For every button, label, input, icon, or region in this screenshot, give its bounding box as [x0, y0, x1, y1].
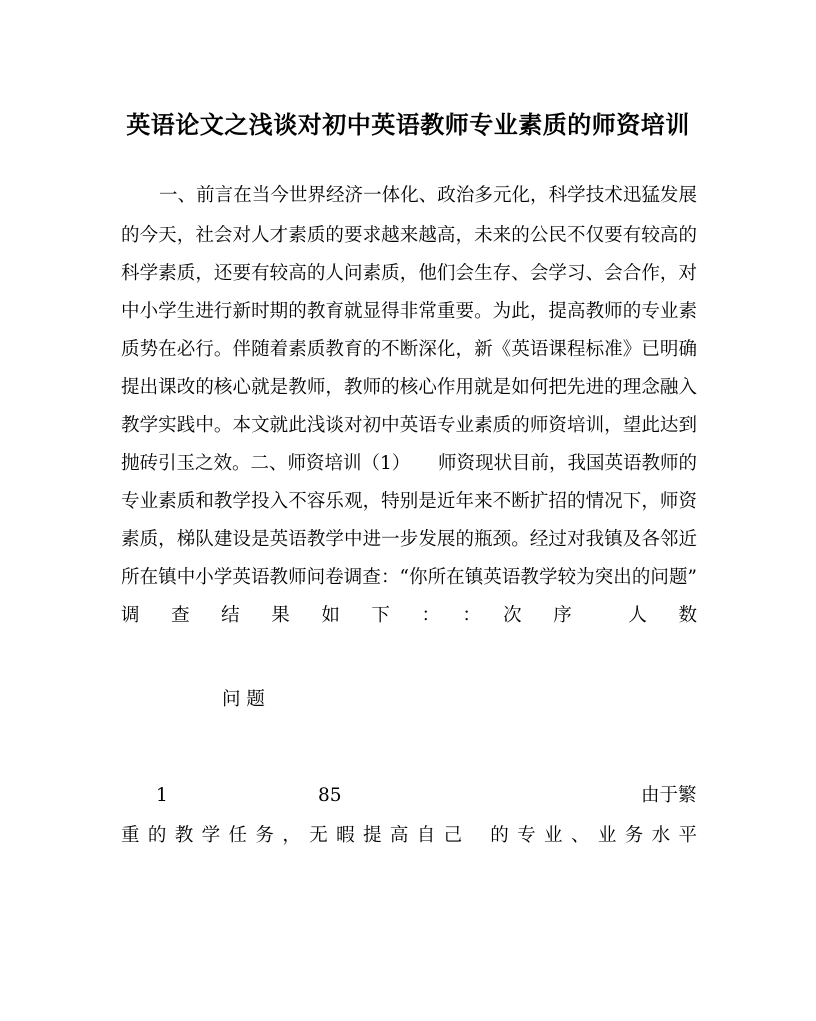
paragraph-line: 素质，梯队建设是英语教学中进一步发展的瓶颈。经过对我镇及各邻近	[121, 529, 697, 550]
document-title: 英语论文之浅谈对初中英语教师专业素质的师资培训	[126, 110, 690, 139]
paragraph-line: 所在镇中小学英语教师问卷调查：“你所在镇英语教学较为突出的问题”	[121, 567, 697, 588]
paragraph-line: 调 查 结 果 如 下 ： ： 次 序 人 数	[121, 605, 697, 626]
table-cell-issue-continued: 重 的 教 学 任 务 ， 无 暇 提 高 自 己 的 专 业 、 业 务 水 平	[121, 825, 697, 846]
table-cell-count: 85	[318, 785, 342, 806]
paragraph-line: 科学素质，还要有较高的人问素质，他们会生存、会学习、会合作，对	[121, 263, 697, 284]
paragraph-line: 抛砖引玉之效。二、师资培训（1） 师资现状目前，我国英语教师的	[121, 453, 698, 474]
paragraph-line: 教学实践中。本文就此浅谈对初中英语专业素质的师资培训，望此达到	[121, 415, 697, 436]
paragraph-line: 提出课改的核心就是教师，教师的核心作用就是如何把先进的理念融入	[121, 377, 697, 398]
table-cell-order: 1	[156, 785, 168, 806]
table-cell-issue: 由于繁	[641, 785, 697, 806]
paragraph-line: 的今天，社会对人才素质的要求越来越高，未来的公民不仅要有较高的	[121, 225, 697, 246]
paragraph-line: 中小学生进行新时期的教育就显得非常重要。为此，提高教师的专业素	[121, 301, 697, 322]
paragraph-line: 质势在必行。伴随着素质教育的不断深化，新《英语课程标准》已明确	[121, 339, 697, 360]
paragraph-line: 专业素质和教学投入不容乐观，特别是近年来不断扩招的情况下，师资	[121, 491, 697, 512]
table-header-issue: 问 题	[222, 689, 265, 710]
paragraph-line: 一、前言在当今世界经济一体化、政治多元化，科学技术迅猛发展	[159, 185, 697, 206]
